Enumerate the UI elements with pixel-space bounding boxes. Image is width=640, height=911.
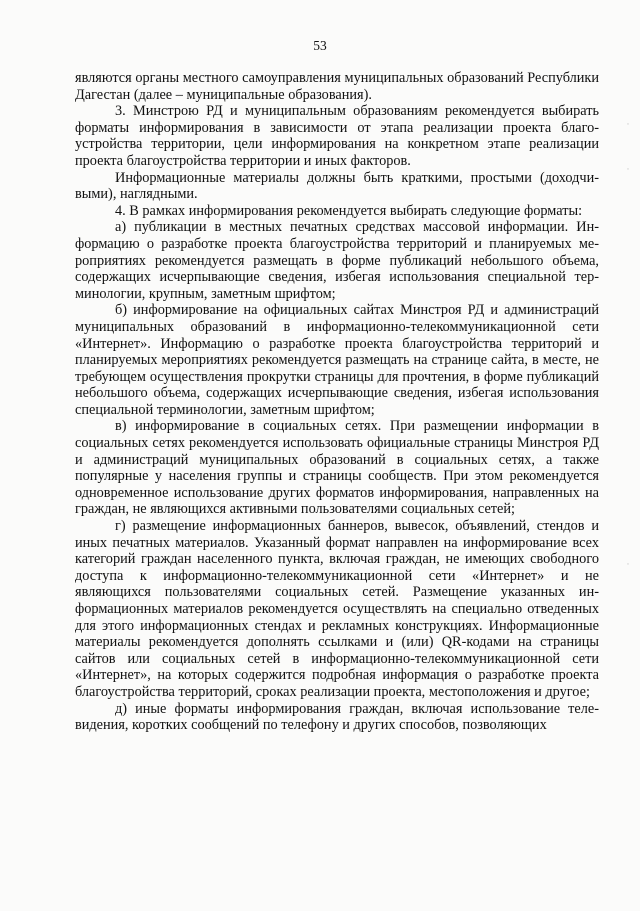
- paragraph-item-4: 4. В рамках информирования рекомендуется выбирать следующие форматы:: [115, 202, 583, 219]
- paragraph-materials-note: Информационные материалы должны быть краткими, простыми (доходчивыми), наглядными.: [75, 169, 599, 203]
- paragraph-subitem-d: д) иные форматы информирования граждан, включая использование телевидения, коротких сообщений по телефону и других способов, позволяющих: [75, 700, 599, 734]
- paragraph-subitem-g: г) размещение информационных баннеров, вывесок, объявлений, стендов и иных печатных материалов. Указанный формат направлен на информирование всех категорий граждан населенного пункта, включая граждан, не имеющих свободного доступа к информационно-телекоммуникационной сети «Интернет» и не являющихся пользователями социальных сетей. Размещение указанных информационных материалов рекомендуется осуществлять на специально отведенных для этого информационных стендах и рекламных конструкциях. Информационные материалы рекомендуется дополнять ссылками и (или) QR-кодами на страницы сайтов или социальных сетей в информационно-телекоммуникационной сети «Интернет», на которых содержится подробная информация о разработке проекта благоустройства территорий, сроках реализации проекта, местоположения и другое;: [75, 518, 599, 700]
- scan-speck: ·: [626, 164, 630, 174]
- document-body: [75, 70, 599, 734]
- page-number: 53: [313, 38, 327, 53]
- paragraph-subitem-b: б) информирование на официальных сайтах Минстроя РД и администраций муниципальных образований в информационно-телекоммуникационной сети «Интернет». Информацию о разработке проекта благоустройства территорий и планируемых мероприятиях рекомендуется размещать на странице сайта, в месте, не требующем осуществления прокрутки страницы для прочтения, в форме публикаций небольшого объема, содержащих исчерпывающие сведения, избегая использования специальной терминологии, заметным шрифтом;: [75, 302, 599, 418]
- scan-speck: ·: [626, 559, 630, 569]
- paragraph-subitem-a: а) публикации в местных печатных средствах массовой информации. Информацию о разработке проекта благоустройства территорий и планируемых мероприятиях рекомендуется размещать в форме публикаций небольшого объема, содержащих исчерпывающие сведения, избегая использования специальной терминологии, крупным, заметным шрифтом;: [75, 219, 599, 302]
- scan-speck: ·: [626, 119, 630, 129]
- paragraph-subitem-v: в) информирование в социальных сетях. При размещении информации в социальных сетях рекомендуется использовать официальные страницы Минстроя РД и администраций муниципальных образований в социальных сетях, а также популярные у населения группы и страницы сообществ. При этом рекомендуется одновременное использование других форматов информирования, направленных на граждан, не являющихся активными пользователями социальных сетей;: [75, 418, 599, 518]
- paragraph-continuation: являются органы местного самоуправления муниципальных образований Республики Дагестан (далее – муниципальные образования).: [75, 70, 599, 103]
- paragraph-item-3: 3. Минстрою РД и муниципальным образованиям рекомендуется выбирать форматы информирования в зависимости от этапа реализации проекта благоустройства территории, цели информирования на конкретном этапе реализации проекта благоустройства территории и иных факторов.: [75, 103, 599, 169]
